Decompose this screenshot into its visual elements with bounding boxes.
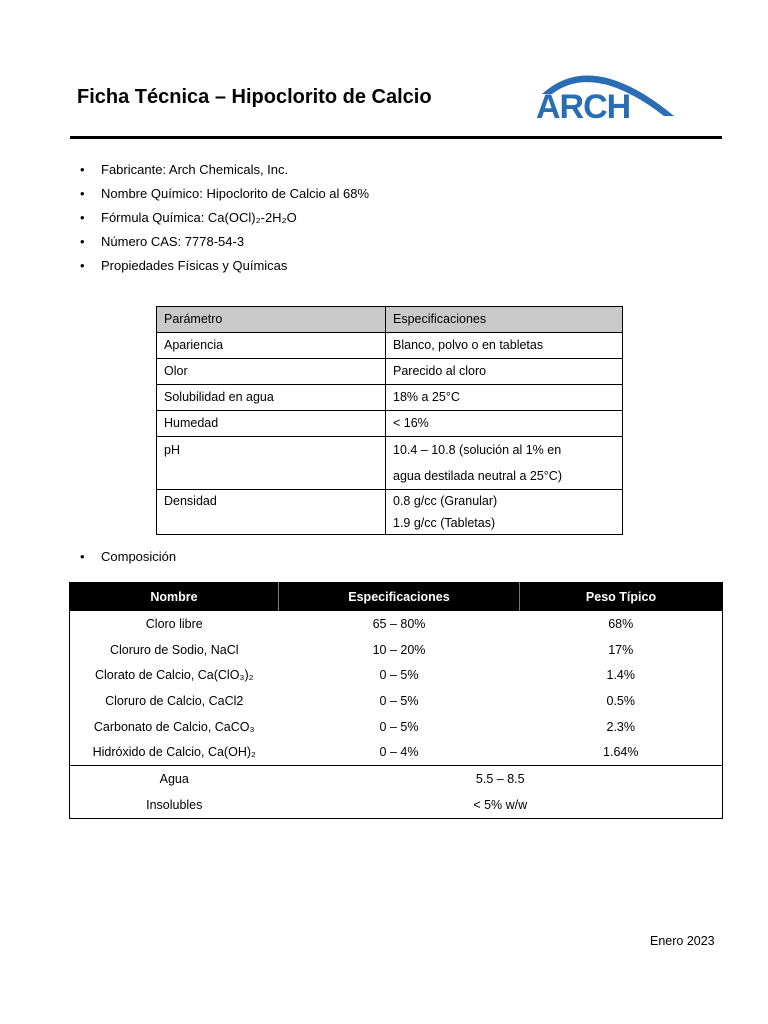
table-cell: Parecido al cloro xyxy=(393,364,487,378)
table-cell: Carbonato de Calcio, CaCO₃ xyxy=(93,719,255,734)
table-row xyxy=(70,739,723,765)
properties-table xyxy=(156,306,623,535)
table-row xyxy=(70,714,723,740)
table-cell: 65 – 80% xyxy=(372,616,426,631)
column-header: Peso Típico xyxy=(520,583,723,612)
column-header: Especificaciones xyxy=(386,307,623,333)
footer-date: Enero 2023 xyxy=(650,934,715,948)
density-line-1: 0.8 g/cc (Granular) xyxy=(393,494,498,508)
composition-bullet: • Composición xyxy=(80,545,176,569)
table-cell xyxy=(386,490,623,535)
table-cell: Solubilidad en agua xyxy=(157,385,386,411)
table-row-density xyxy=(157,490,623,535)
table-row-merged xyxy=(70,766,723,792)
table-cell: 17% xyxy=(608,642,634,657)
table-row xyxy=(70,611,723,637)
table-cell: < 5% w/w xyxy=(473,797,528,812)
table-cell: Cloruro de Sodio, NaCl xyxy=(109,642,239,657)
ph-line-2: agua destilada neutral a 25°C) xyxy=(393,469,563,483)
logo-text: ARCH xyxy=(536,88,631,122)
table-header-row xyxy=(157,307,623,333)
table-row xyxy=(157,359,623,385)
table-row-merged xyxy=(70,792,723,818)
table-cell: 1.64% xyxy=(603,745,639,760)
density-line-2: 1.9 g/cc (Tabletas) xyxy=(393,516,496,530)
ph-line-1: 10.4 – 10.8 (solución al 1% en xyxy=(393,443,562,457)
table-cell: Clorato de Calcio, Ca(ClO₃)₂ xyxy=(94,668,254,683)
table-cell: Insolubles xyxy=(146,797,203,812)
column-header: Parámetro xyxy=(157,307,386,333)
list-item: • Propiedades Físicas y Químicas xyxy=(80,254,369,278)
table-cell: 5.5 – 8.5 xyxy=(279,766,723,792)
table-row xyxy=(70,637,723,663)
list-item: • Fórmula Química: Ca(OCl)₂-2H₂O xyxy=(80,206,369,230)
table-cell: 0 – 5% xyxy=(379,719,419,734)
list-item: • Nombre Químico: Hipoclorito de Calcio al 68% xyxy=(80,182,369,206)
table-cell: 18% a 25°C xyxy=(393,390,460,404)
table-cell: Cloruro de Calcio, CaCl2 xyxy=(105,693,244,708)
table-row xyxy=(70,662,723,688)
table-cell: 0 – 5% xyxy=(379,693,419,708)
composition-table xyxy=(69,582,723,819)
table-row xyxy=(157,385,623,411)
table-cell: Humedad xyxy=(157,411,386,437)
table-cell: 68% xyxy=(608,616,634,631)
page-title: Ficha Técnica – Hipoclorito de Calcio xyxy=(77,86,432,108)
table-row xyxy=(157,333,623,359)
table-header-row xyxy=(70,583,723,612)
table-cell: 1.4% xyxy=(606,668,635,683)
table-cell: Densidad xyxy=(157,490,386,535)
table-cell: 0 – 5% xyxy=(379,668,419,683)
column-header: Nombre xyxy=(70,583,279,612)
table-cell: pH xyxy=(157,437,386,490)
list-item: • Fabricante: Arch Chemicals, Inc. xyxy=(80,158,369,182)
table-cell: < 16% xyxy=(393,416,429,430)
header-rule xyxy=(70,136,722,139)
table-cell: 0 – 4% xyxy=(379,745,419,760)
table-cell: Olor xyxy=(157,359,386,385)
list-item: • Número CAS: 7778-54-3 xyxy=(80,230,369,254)
table-cell: 10 – 20% xyxy=(372,642,426,657)
table-cell: Apariencia xyxy=(157,333,386,359)
info-list xyxy=(80,158,369,278)
arch-logo xyxy=(532,58,682,122)
table-row-ph xyxy=(157,437,623,490)
table-cell: Hidróxido de Calcio, Ca(OH)₂ xyxy=(92,745,256,760)
table-cell: 0.5% xyxy=(606,693,635,708)
table-cell xyxy=(386,437,623,490)
table-cell: 2.3% xyxy=(606,719,635,734)
table-row xyxy=(70,688,723,714)
table-cell: Blanco, polvo o en tabletas xyxy=(393,338,544,352)
table-cell: Cloro libre xyxy=(145,616,203,631)
table-cell: Agua xyxy=(70,766,279,792)
table-row xyxy=(157,411,623,437)
column-header: Especificaciones xyxy=(279,583,520,612)
